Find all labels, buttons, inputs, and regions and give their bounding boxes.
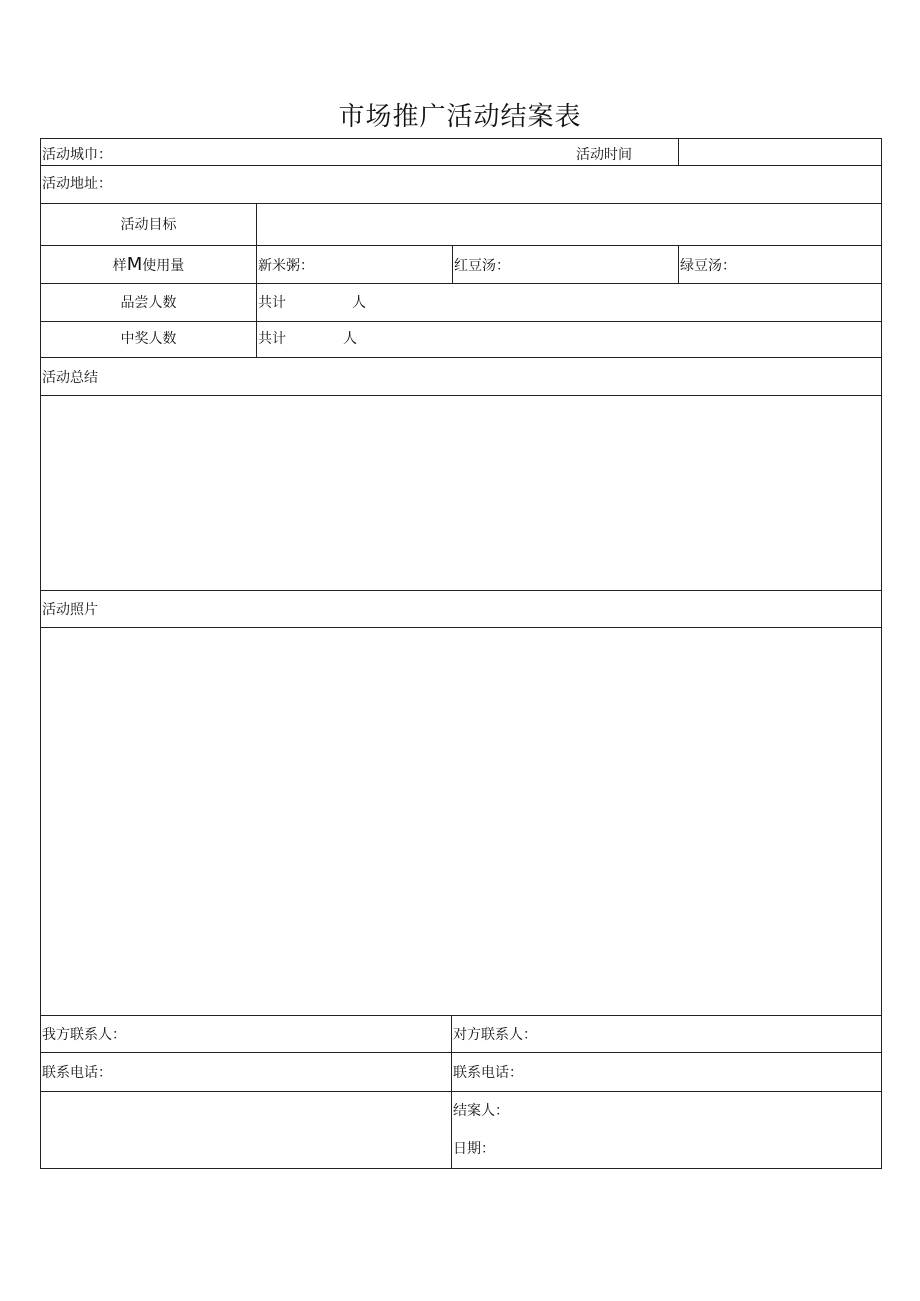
row-divider (41, 590, 881, 591)
row-divider (41, 245, 881, 246)
date-label: 日期： (453, 1141, 495, 1157)
row-divider (41, 357, 881, 358)
sample-item-mung-bean-soup: 绿豆汤： (680, 258, 736, 274)
activity-photos-label: 活动照片 (42, 602, 98, 618)
their-contact-label: 对方联系人： (453, 1027, 537, 1043)
activity-photos-area[interactable] (41, 628, 881, 1015)
winners-count-label: 中奖人数 (120, 331, 177, 347)
closing-form-table (40, 138, 882, 1169)
winners-total-label: 共计 (258, 331, 286, 347)
our-phone-label: 联系电话： (42, 1065, 112, 1081)
row-divider (41, 1052, 881, 1053)
our-contact-label: 我方联系人： (42, 1027, 126, 1043)
activity-city-label: 活动城巾： (42, 147, 112, 163)
row-divider (41, 165, 881, 166)
activity-time-label: 活动时间 (576, 147, 632, 163)
activity-summary-label: 活动总结 (42, 370, 98, 386)
sample-usage-label-a: 样 (112, 258, 127, 274)
page-title: 市场推广活动结案表 (338, 102, 582, 132)
row-divider (41, 1015, 881, 1016)
row-divider (41, 321, 881, 322)
tasters-unit-label: 人 (352, 295, 366, 311)
winners-unit-label: 人 (343, 331, 357, 347)
column-divider (452, 245, 453, 283)
sample-usage-label (41, 256, 256, 275)
activity-address-label: 活动地址： (42, 176, 112, 192)
activity-time-field[interactable] (679, 139, 881, 165)
their-phone-label: 联系电话： (453, 1065, 523, 1081)
tasters-count-label: 品尝人数 (120, 295, 177, 311)
sample-usage-label-b: 使用量 (142, 258, 185, 274)
column-divider (451, 1015, 452, 1169)
tasters-total-label: 共计 (258, 295, 286, 311)
activity-summary-area[interactable] (41, 396, 881, 590)
sample-usage-label-m: M (126, 254, 143, 275)
activity-goal-field[interactable] (257, 204, 881, 245)
row-divider (41, 1091, 881, 1092)
row-divider (41, 283, 881, 284)
activity-goal-label: 活动目标 (120, 217, 177, 233)
sample-item-rice-porridge: 新米粥： (258, 258, 314, 274)
closer-label: 结案人： (453, 1103, 509, 1119)
column-divider (678, 245, 679, 283)
sample-item-red-bean-soup: 红豆汤： (454, 258, 510, 274)
